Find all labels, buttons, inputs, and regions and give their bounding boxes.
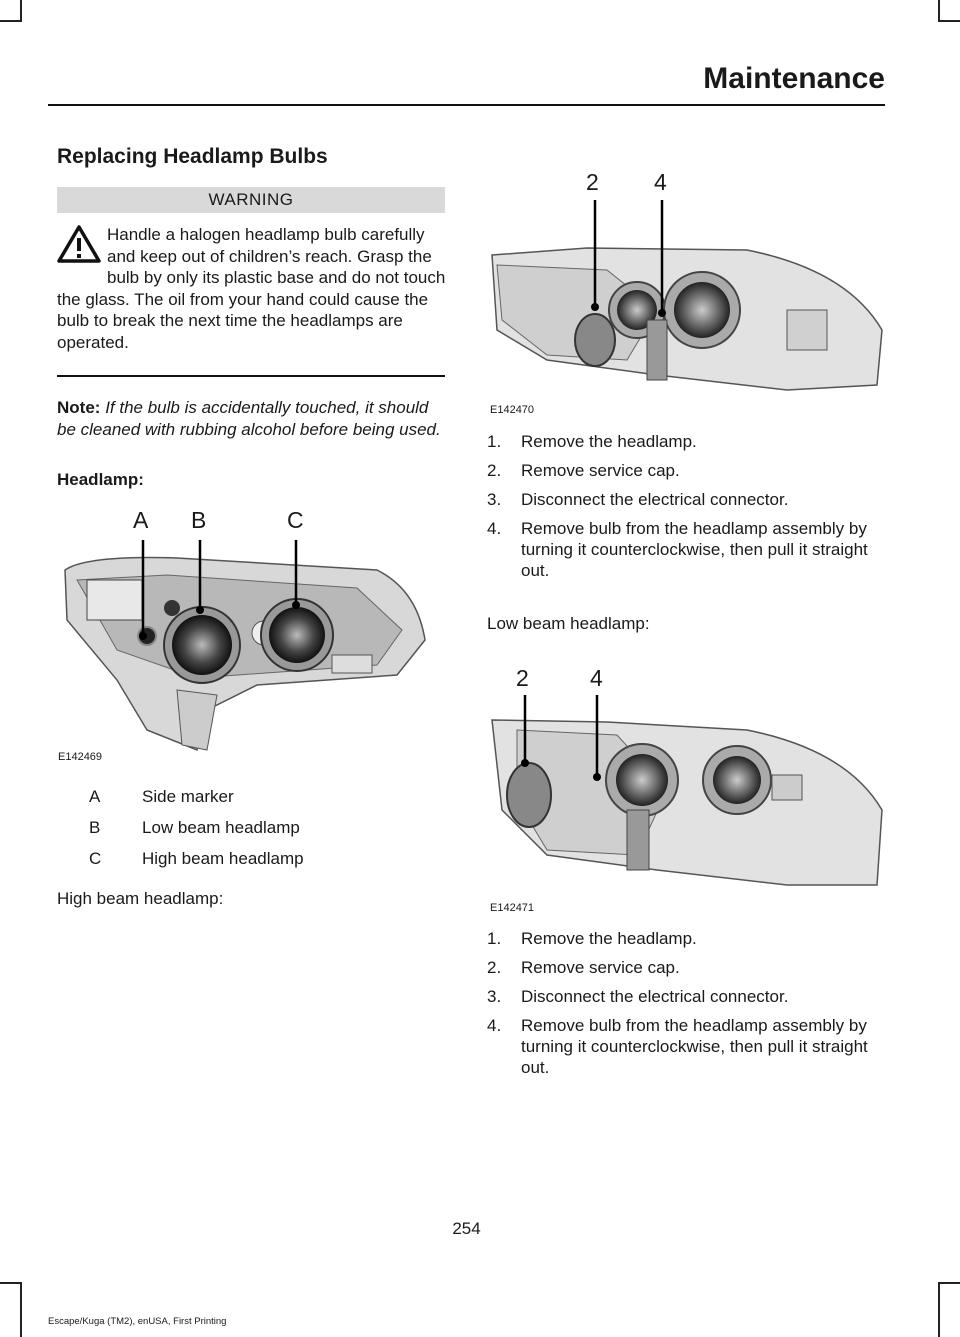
page-number: 254 [452,1219,481,1238]
low-beam-diagram [487,660,885,900]
crop-mark [938,1282,960,1284]
step-text: Remove the headlamp. [521,432,697,451]
high-beam-heading: High beam headlamp: [57,889,224,908]
callout-2: 2 [516,665,529,691]
crop-mark [20,1282,22,1337]
crop-mark [938,20,960,22]
legend-key: B [89,818,101,837]
step-number: 3. [487,490,502,509]
legend-value: Low beam headlamp [142,818,300,837]
step-number: 4. [487,519,502,538]
step-number: 1. [487,432,502,451]
step-number: 1. [487,929,502,948]
callout-c: C [287,507,304,533]
warning-text: Handle a halogen headlamp bulb carefully and keep out of children’s reach. Grasp the bulb by only its plastic base and do not touch the glass. The oil from your hand could cause the bulb to break the next time the headlamps are operated. [57,225,446,352]
note [57,397,449,441]
list-item [487,1015,887,1078]
callout-b: B [191,507,207,533]
step-number: 3. [487,987,502,1006]
crop-mark [938,0,940,22]
footer: Escape/Kuga (TM2), enUSA, First Printing [48,1316,227,1327]
crop-mark [0,1282,22,1284]
figure-code: E142469 [58,751,103,763]
step-text: Remove bulb from the headlamp assembly by turning it counterclockwise, then pull it straight out. [521,519,868,580]
list-item [487,431,887,452]
low-beam-steps [487,928,887,1086]
warning-text-block [57,224,447,353]
legend-key: C [89,849,102,868]
crop-mark [0,20,22,22]
list-item [487,518,887,581]
legend-key: A [89,787,101,806]
headlamp-heading: Headlamp: [57,470,144,489]
step-text: Remove bulb from the headlamp assembly by turning it counterclockwise, then pull it straight out. [521,1016,868,1077]
figure-code: E142471 [490,902,535,914]
step-text: Remove the headlamp. [521,929,697,948]
high-beam-diagram [487,160,885,405]
step-number: 4. [487,1016,502,1035]
step-number: 2. [487,958,502,977]
header-rule [48,104,885,106]
note-label: Note: [57,398,101,417]
step-number: 2. [487,461,502,480]
section-title: Replacing Headlamp Bulbs [57,145,328,168]
step-text: Disconnect the electrical connector. [521,490,789,509]
step-text: Remove service cap. [521,958,680,977]
callout-2: 2 [586,169,599,195]
step-text: Disconnect the electrical connector. [521,987,789,1006]
callout-a: A [133,507,149,533]
figure-code: E142470 [490,404,535,416]
callout-4: 4 [590,665,603,691]
list-item [487,489,887,510]
crop-mark [20,0,22,22]
legend-value: High beam headlamp [142,849,304,868]
legend-value: Side marker [142,787,234,806]
warning-rule [57,375,445,377]
page-title: Maintenance [703,62,885,95]
step-text: Remove service cap. [521,461,680,480]
list-item [487,986,887,1007]
callout-4: 4 [654,169,667,195]
list-item [487,957,887,978]
high-beam-steps [487,431,887,589]
crop-mark [938,1282,940,1337]
headlamp-rear-diagram [57,500,447,770]
list-item [487,928,887,949]
warning-banner: WARNING [57,187,445,213]
warning-icon [57,224,107,286]
low-beam-heading: Low beam headlamp: [487,614,650,633]
list-item [487,460,887,481]
note-text: If the bulb is accidentally touched, it should be cleaned with rubbing alcohol before being used. [57,398,441,439]
